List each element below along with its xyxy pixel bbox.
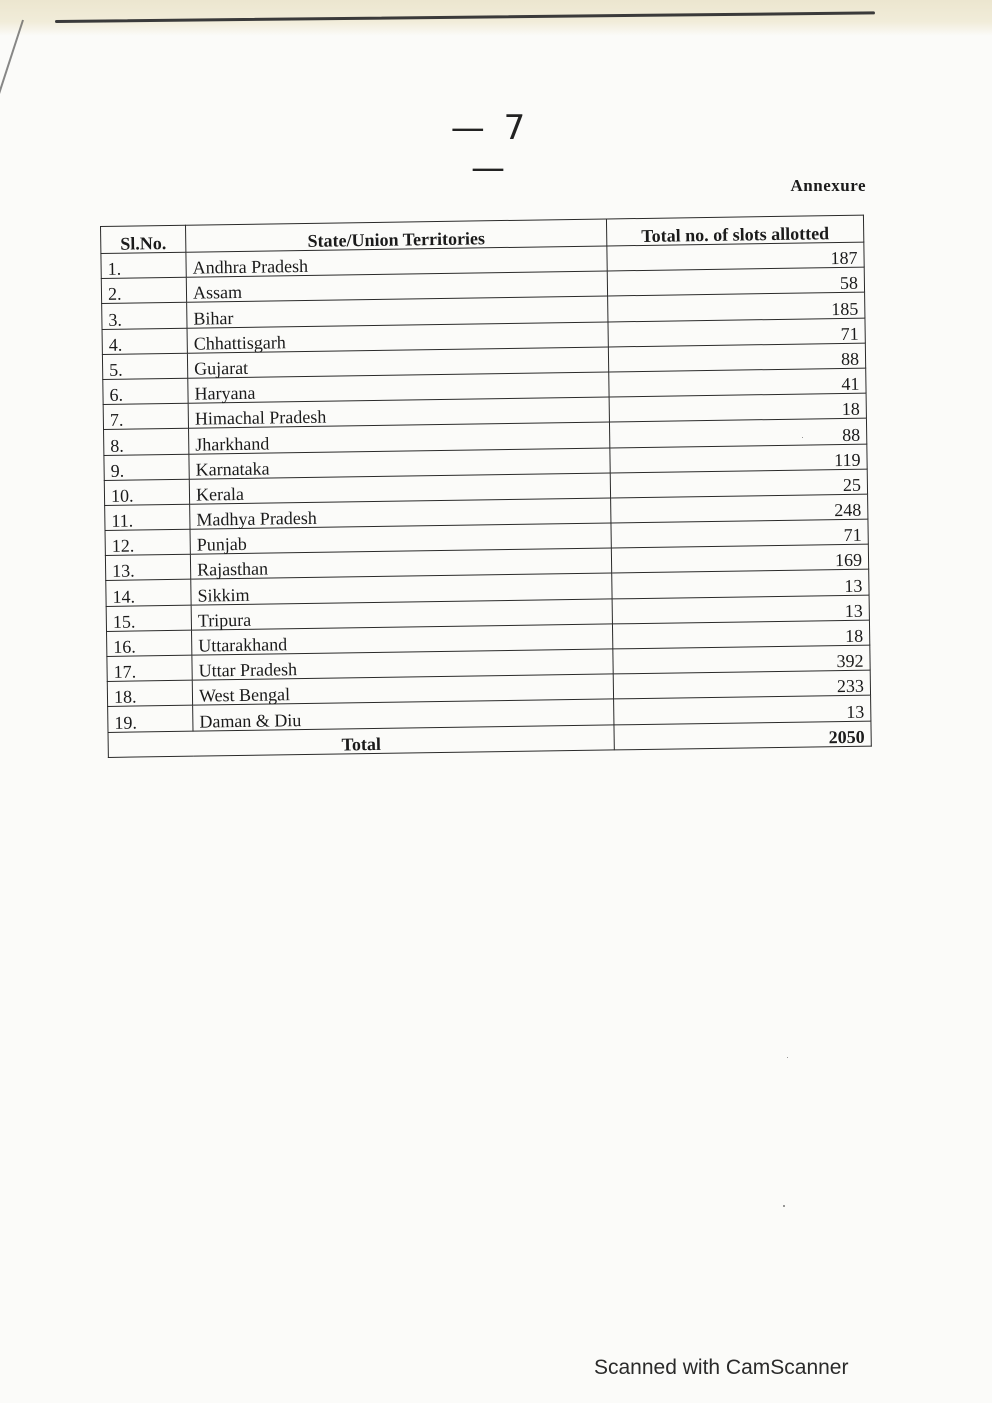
cell-slots-count: 187	[607, 242, 864, 271]
cell-sl-no: 16.	[107, 630, 192, 656]
cell-state-name: Uttarakhand	[192, 624, 613, 655]
cell-state-name: Tripura	[191, 599, 612, 630]
cell-state-name: Karnataka	[189, 447, 610, 478]
cell-state-name: Sikkim	[191, 573, 612, 604]
header-state: State/Union Territories	[185, 219, 606, 252]
cell-state-name: Madhya Pradesh	[190, 498, 611, 529]
cell-slots-count: 248	[611, 494, 868, 523]
scanner-watermark: Scanned with CamScanner	[594, 1356, 849, 1379]
page-corner-fold	[0, 20, 24, 135]
cell-slots-count: 13	[614, 695, 871, 724]
cell-sl-no: 15.	[106, 605, 191, 631]
cell-slots-count: 41	[609, 368, 866, 397]
cell-slots-count: 88	[608, 343, 865, 372]
cell-sl-no: 14.	[106, 580, 191, 606]
cell-sl-no: 17.	[107, 655, 192, 681]
cell-slots-count: 169	[611, 544, 868, 573]
cell-slots-count: 13	[612, 595, 869, 624]
cell-sl-no: 18.	[107, 680, 192, 706]
cell-slots-count: 119	[610, 444, 867, 473]
cell-sl-no: 9.	[104, 454, 189, 480]
cell-state-name: Chhattisgarh	[187, 322, 608, 353]
cell-sl-no: 10.	[104, 479, 189, 505]
cell-sl-no: 6.	[103, 378, 188, 404]
cell-state-name: Bihar	[187, 296, 608, 327]
cell-state-name: Rajasthan	[190, 548, 611, 579]
table-body	[101, 242, 871, 732]
header-sl-no: Sl.No.	[101, 225, 186, 253]
scan-speck	[783, 1205, 785, 1207]
cell-slots-count: 71	[611, 519, 868, 548]
slots-table-container	[100, 215, 882, 758]
cell-slots-count: 18	[609, 393, 866, 422]
slots-allotment-table	[100, 215, 872, 758]
cell-state-name: Assam	[186, 271, 607, 302]
cell-sl-no: 5.	[102, 353, 187, 379]
cell-sl-no: 3.	[102, 303, 187, 329]
cell-sl-no: 19.	[108, 706, 193, 732]
cell-slots-count: 71	[608, 318, 865, 347]
cell-sl-no: 2.	[101, 277, 186, 303]
cell-slots-count: 185	[608, 293, 865, 322]
cell-state-name: Gujarat	[187, 347, 608, 378]
cell-state-name: Uttar Pradesh	[192, 649, 613, 680]
cell-slots-count: 58	[607, 267, 864, 296]
cell-slots-count: 392	[613, 645, 870, 674]
total-label: Total	[108, 724, 614, 757]
cell-state-name: Daman & Diu	[193, 699, 614, 730]
cell-sl-no: 12.	[105, 529, 190, 555]
cell-state-name: Andhra Pradesh	[186, 246, 607, 277]
annexure-heading: Annexure	[790, 176, 866, 195]
cell-sl-no: 11.	[105, 504, 190, 530]
page-number: — 7 —	[450, 108, 530, 188]
cell-state-name: Himachal Pradesh	[188, 397, 609, 428]
cell-state-name: West Bengal	[192, 674, 613, 705]
cell-sl-no: 8.	[104, 429, 189, 455]
header-slots: Total no. of slots allotted	[606, 215, 863, 246]
cell-sl-no: 13.	[105, 554, 190, 580]
cell-state-name: Kerala	[189, 473, 610, 504]
cell-slots-count: 88	[609, 418, 866, 447]
scan-speck	[802, 437, 803, 438]
cell-slots-count: 233	[613, 670, 870, 699]
cell-sl-no: 4.	[102, 328, 187, 354]
cell-sl-no: 1.	[101, 252, 186, 278]
cell-sl-no: 7.	[103, 403, 188, 429]
cell-state-name: Haryana	[188, 372, 609, 403]
cell-slots-count: 18	[612, 620, 869, 649]
scan-speck	[787, 1057, 788, 1058]
cell-slots-count: 25	[610, 469, 867, 498]
cell-state-name: Punjab	[190, 523, 611, 554]
cell-state-name: Jharkhand	[189, 422, 610, 453]
cell-slots-count: 13	[612, 570, 869, 599]
total-value: 2050	[614, 721, 871, 750]
